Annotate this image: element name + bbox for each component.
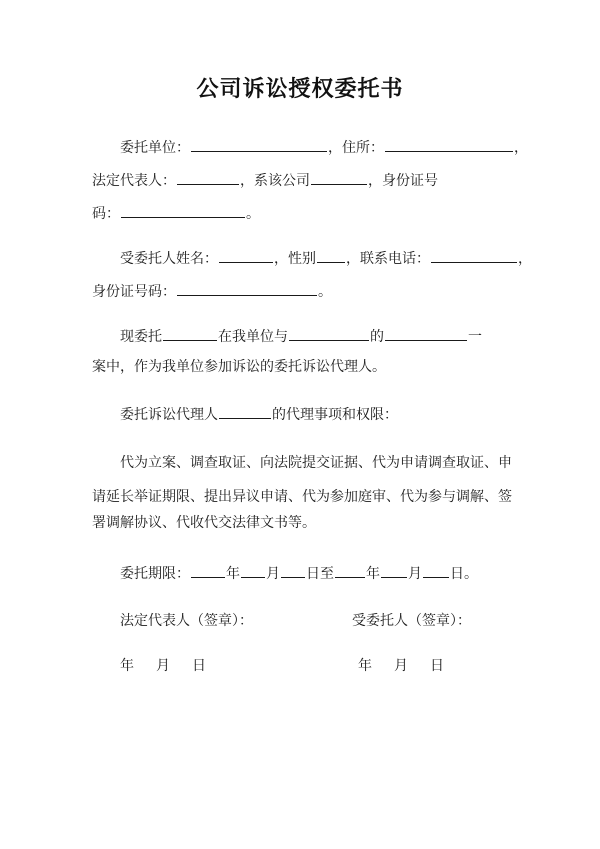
address-label: ，住所： [328, 140, 384, 156]
period: 。 [318, 284, 332, 300]
term-line [120, 563, 478, 584]
address-blank[interactable] [385, 137, 513, 152]
unit-label: 委托单位： [120, 140, 190, 156]
term-day-end: 日。 [450, 566, 478, 582]
gender-label: ，性别 [274, 251, 316, 267]
legal-rep-line [92, 170, 438, 191]
start-day-blank[interactable] [281, 563, 305, 578]
agent-signature-label: 受委托人（签章）： [352, 613, 471, 629]
legal-rep-id-blank[interactable] [121, 203, 245, 218]
commission-part4: 一 [468, 329, 482, 345]
agent-name-blank[interactable] [219, 248, 273, 263]
scope-intro-part1: 委托诉讼代理人 [120, 407, 218, 423]
commission-line-1 [120, 326, 482, 347]
commission-part2: 在我单位与 [218, 329, 288, 345]
phone-blank[interactable] [431, 248, 517, 263]
end-month-blank[interactable] [381, 563, 407, 578]
term-year: 年 [366, 566, 380, 582]
legal-rep-signature-label: 法定代表人（签章）： [120, 613, 253, 629]
term-day-to: 日至 [306, 566, 334, 582]
legal-rep-blank[interactable] [177, 170, 239, 185]
document-title: 公司诉讼授权委托书 [196, 77, 404, 102]
date-day: 日 [430, 658, 444, 674]
date-month: 月 [156, 658, 170, 674]
legal-rep-date [120, 656, 206, 676]
gender-blank[interactable] [317, 248, 345, 263]
trailing-comma: ， [518, 251, 532, 267]
end-day-blank[interactable] [423, 563, 449, 578]
date-year: 年 [358, 658, 372, 674]
id-number-label-cont: 码： [92, 206, 120, 222]
agent-name-line [120, 248, 532, 269]
scope-intro-line [120, 404, 398, 425]
term-year: 年 [226, 566, 240, 582]
scope-agent-blank[interactable] [219, 404, 271, 419]
term-label: 委托期限： [120, 566, 190, 582]
case-blank[interactable] [385, 326, 467, 341]
counterparty-blank[interactable] [289, 326, 369, 341]
agent-id-label: 身份证号码： [92, 284, 176, 300]
legal-rep-label: 法定代表人： [92, 173, 176, 189]
agent-blank[interactable] [163, 326, 217, 341]
trailing-comma: ， [514, 140, 528, 156]
term-month: 月 [408, 566, 422, 582]
unit-blank[interactable] [191, 137, 327, 152]
scope-line-2: 请延长举证期限、提出异议申请、代为参加庭审、代为参与调解、签 [92, 489, 512, 505]
start-year-blank[interactable] [191, 563, 225, 578]
date-year: 年 [120, 658, 134, 674]
agent-name-label: 受委托人姓名： [120, 251, 218, 267]
commission-line-2: 案中，作为我单位参加诉讼的委托诉讼代理人。 [92, 359, 386, 375]
term-month: 月 [266, 566, 280, 582]
scope-line-3: 署调解协议、代收代交法律文书等。 [92, 515, 316, 531]
end-year-blank[interactable] [335, 563, 365, 578]
agent-id-line [92, 281, 332, 302]
scope-line-1: 代为立案、调查取证、向法院提交证据、代为申请调查取证、申 [120, 455, 512, 471]
period: 。 [246, 206, 260, 222]
legal-rep-id-line [92, 203, 260, 224]
id-number-label: ，身份证号 [368, 173, 438, 189]
commission-part3: 的 [370, 329, 384, 345]
principal-unit-line [120, 137, 528, 158]
scope-intro-part2: 的代理事项和权限： [272, 407, 398, 423]
position-label: ，系该公司 [240, 173, 310, 189]
date-day: 日 [192, 658, 206, 674]
agent-date [358, 656, 444, 676]
position-blank[interactable] [311, 170, 367, 185]
date-month: 月 [394, 658, 408, 674]
phone-label: ，联系电话： [346, 251, 430, 267]
commission-part1: 现委托 [120, 329, 162, 345]
start-month-blank[interactable] [241, 563, 265, 578]
agent-id-blank[interactable] [177, 281, 317, 296]
